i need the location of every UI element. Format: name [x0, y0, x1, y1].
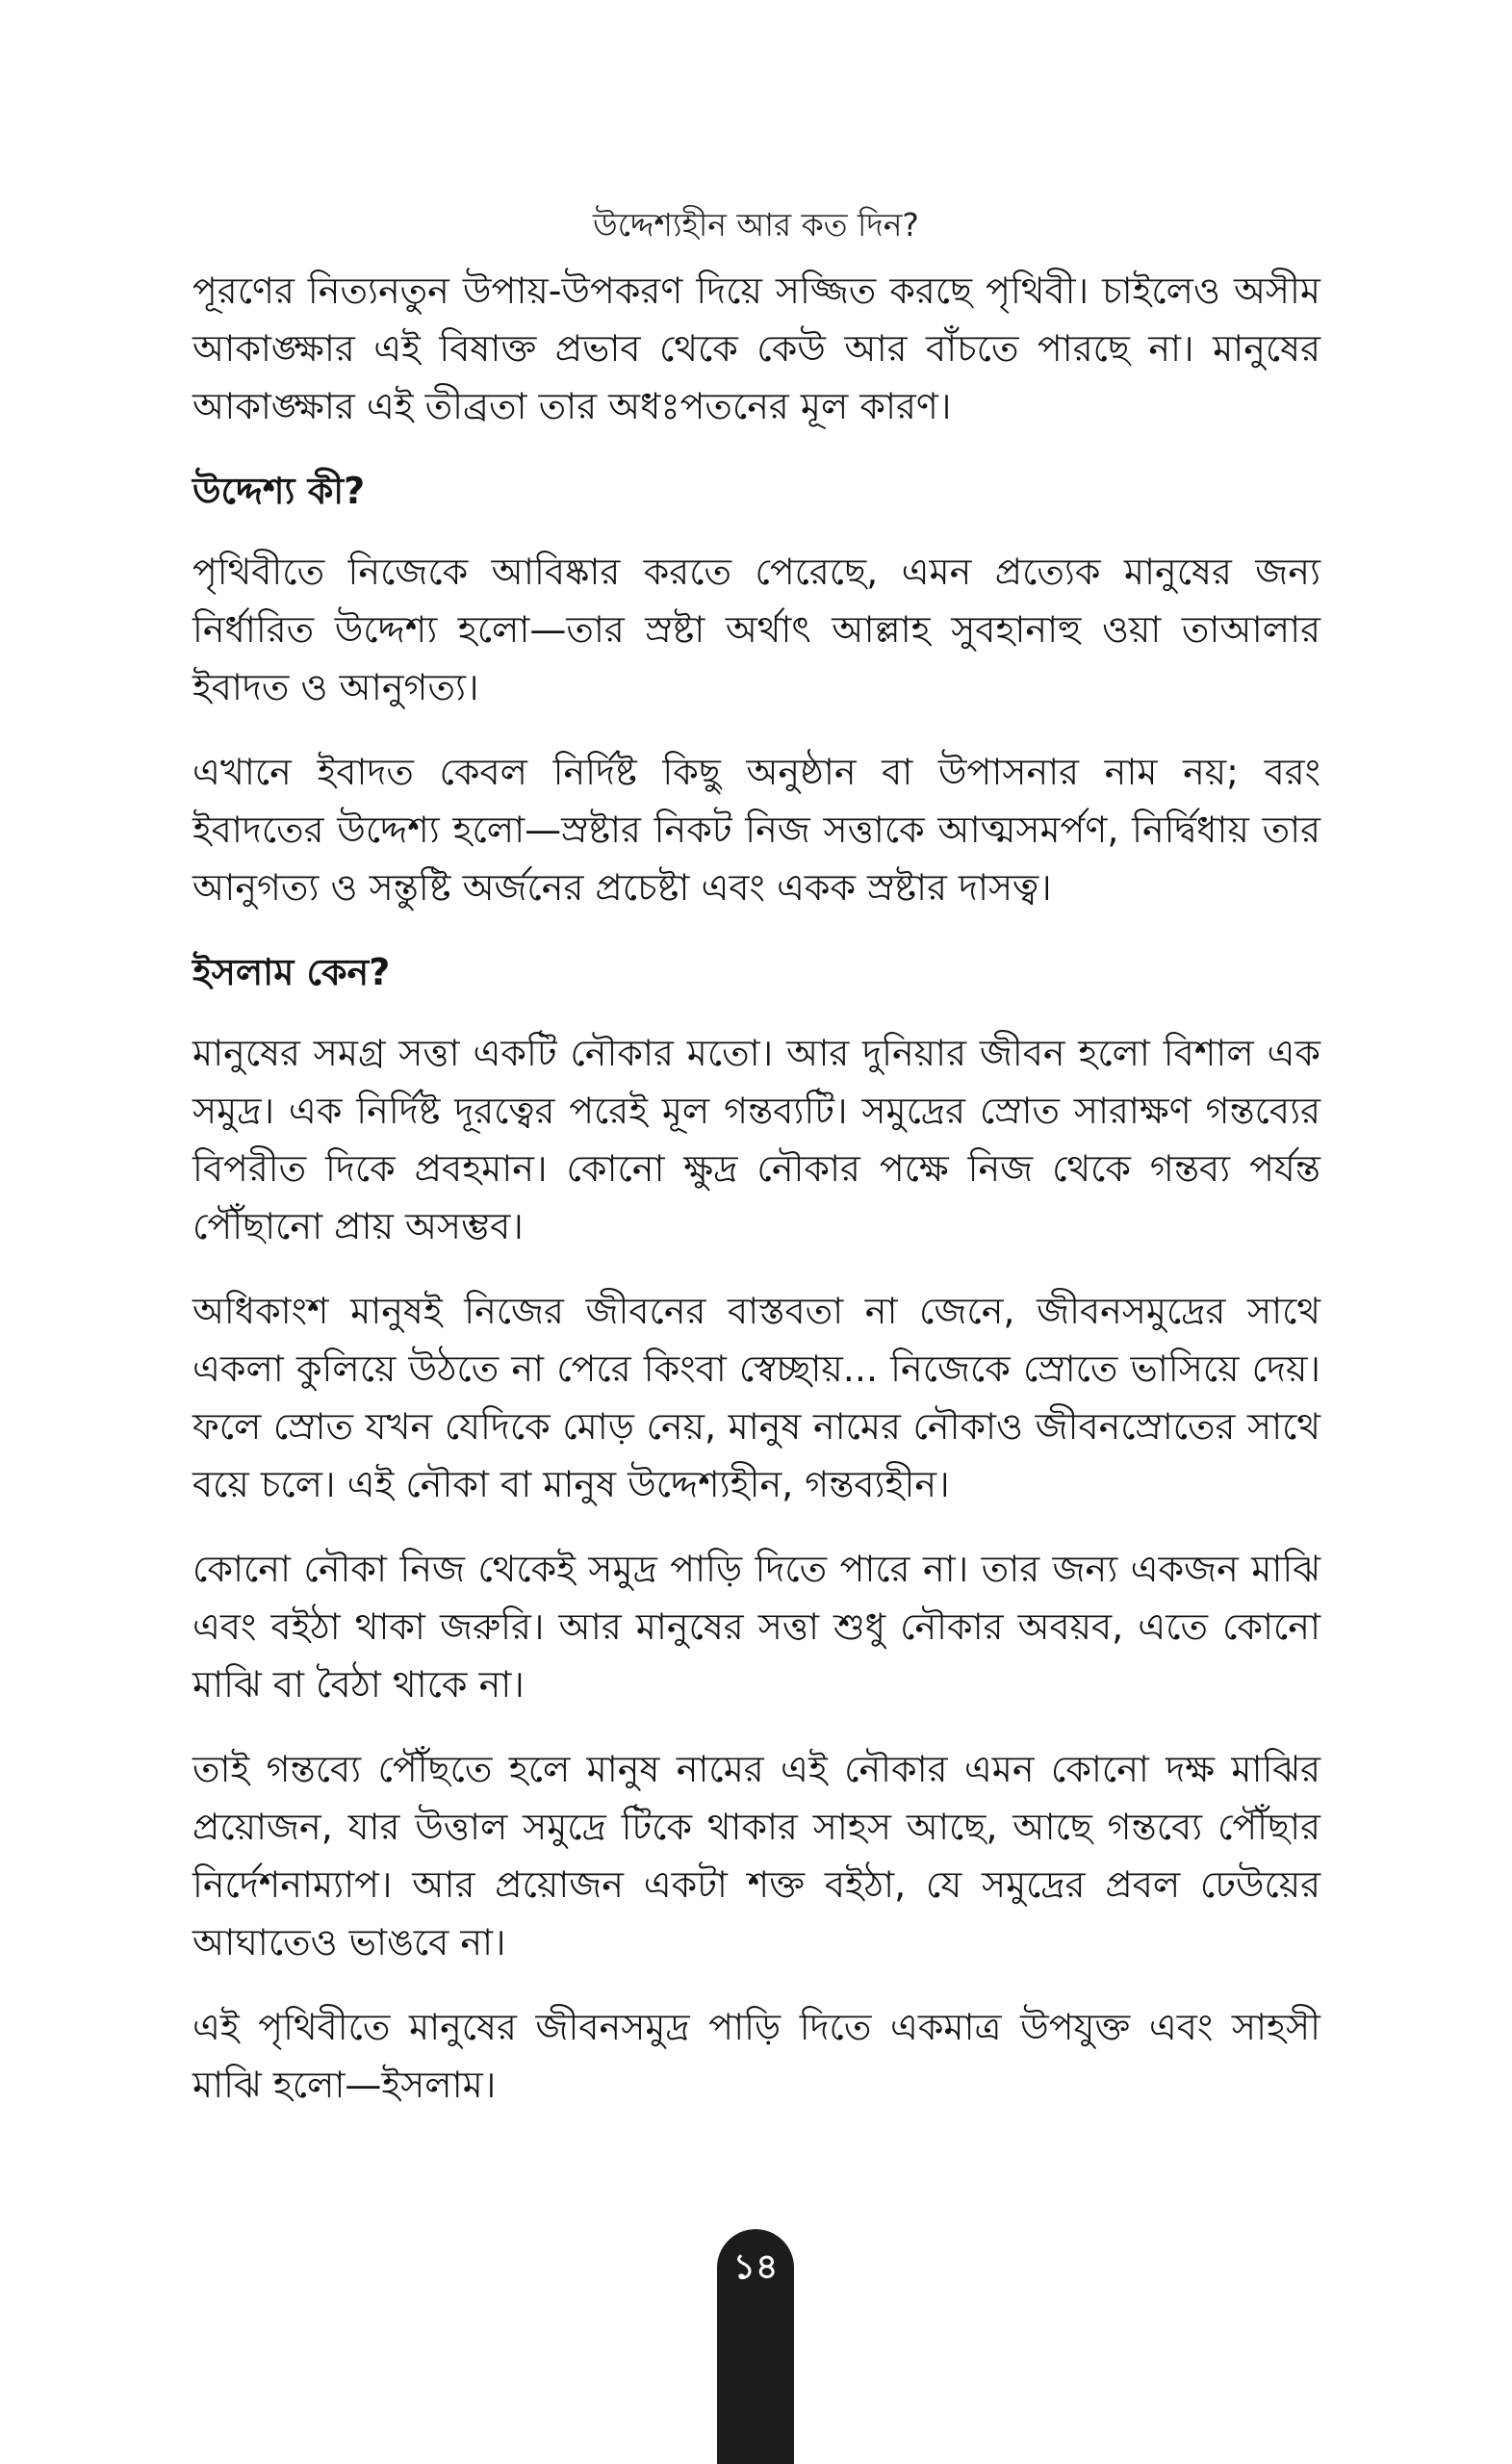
page-number-tab	[717, 2229, 794, 2464]
page-content	[192, 262, 1320, 2141]
paragraph-6: কোনো নৌকা নিজ থেকেই সমুদ্র পাড়ি দিতে পারে না। তার জন্য একজন মাঝি এবং বইঠা থাকা জরুরি। আর মানুষের সত্তা শুধু নৌকার অবয়ব, এতে কোনো মাঝি বা বৈঠা থাকে না।	[192, 1548, 1320, 1706]
paragraph-5: অধিকাংশ মানুষই নিজের জীবনের বাস্তবতা না জেনে, জীবনসমুদ্রের সাথে একলা কুলিয়ে উঠতে না পেরে কিংবা স্বেচ্ছায়... নিজেকে স্রোতে ভাসিয়ে দেয়। ফলে স্রোত যখন যেদিকে মোড় নেয়, মানুষ নামের নৌকাও জীবনস্রোতের সাথে বয়ে চলে। এই নৌকা বা মানুষ উদ্দেশ্যহীন, গন্তব্যহীন।	[192, 1290, 1320, 1505]
paragraph-4: মানুষের সমগ্র সত্তা একটি নৌকার মতো। আর দুনিয়ার জীবন হলো বিশাল এক সমুদ্র। এক নির্দিষ্ট দূরত্বের পরেই মূল গন্তব্যটি। সমুদ্রের স্রোত সারাক্ষণ গন্তব্যের বিপরীত দিকে প্রবহমান। কোনো ক্ষুদ্র নৌকার পক্ষে নিজ থেকে গন্তব্য পর্যন্ত পৌঁছানো প্রায় অসম্ভব।	[192, 1032, 1320, 1247]
section-heading-why-islam: ইসলাম কেন?	[192, 951, 391, 993]
page-number: ১৪	[732, 2247, 779, 2287]
paragraph-3: এখানে ইবাদত কেবল নির্দিষ্ট কিছু অনুষ্ঠান বা উপাসনার নাম নয়; বরং ইবাদতের উদ্দেশ্য হলো—স্রষ্টার নিকট নিজ সত্তাকে আত্মসমর্পণ, নির্দ্বিধায় তার আনুগত্য ও সন্তুষ্টি অর্জনের প্রচেষ্টা এবং একক স্রষ্টার দাসত্ব।	[192, 751, 1320, 909]
paragraph-1: পূরণের নিত্যনতুন উপায়-উপকরণ দিয়ে সজ্জিত করছে পৃথিবী। চাইলেও অসীম আকাঙ্ক্ষার এই বিষাক্ত প্রভাব থেকে কেউ আর বাঁচতে পারছে না। মানুষের আকাঙ্ক্ষার এই তীব্রতা তার অধঃপতনের মূল কারণ।	[192, 270, 1320, 427]
running-header: উদ্দেশ্যহীন আর কত দিন?	[593, 206, 919, 244]
paragraph-2: পৃথিবীতে নিজেকে আবিষ্কার করতে পেরেছে, এমন প্রত্যেক মানুষের জন্য নির্ধারিত উদ্দেশ্য হলো—তার স্রষ্টা অর্থাৎ আল্লাহ সুবহানাহু ওয়া তাআলার ইবাদত ও আনুগত্য।	[192, 551, 1320, 708]
section-heading-purpose: উদ্দেশ্য কী?	[192, 470, 366, 512]
paragraph-7: তাই গন্তব্যে পৌঁছতে হলে মানুষ নামের এই নৌকার এমন কোনো দক্ষ মাঝির প্রয়োজন, যার উত্তাল সমুদ্রে টিকে থাকার সাহস আছে, আছে গন্তব্যে পৌঁছার নির্দেশনাম্যাপ। আর প্রয়োজন একটা শক্ত বইঠা, যে সমুদ্রের প্রবল ঢেউয়ের আঘাতেও ভাঙবে না।	[192, 1748, 1320, 1964]
paragraph-8: এই পৃথিবীতে মানুষের জীবনসমুদ্র পাড়ি দিতে একমাত্র উপযুক্ত এবং সাহসী মাঝি হলো—ইসলাম।	[192, 2006, 1320, 2106]
